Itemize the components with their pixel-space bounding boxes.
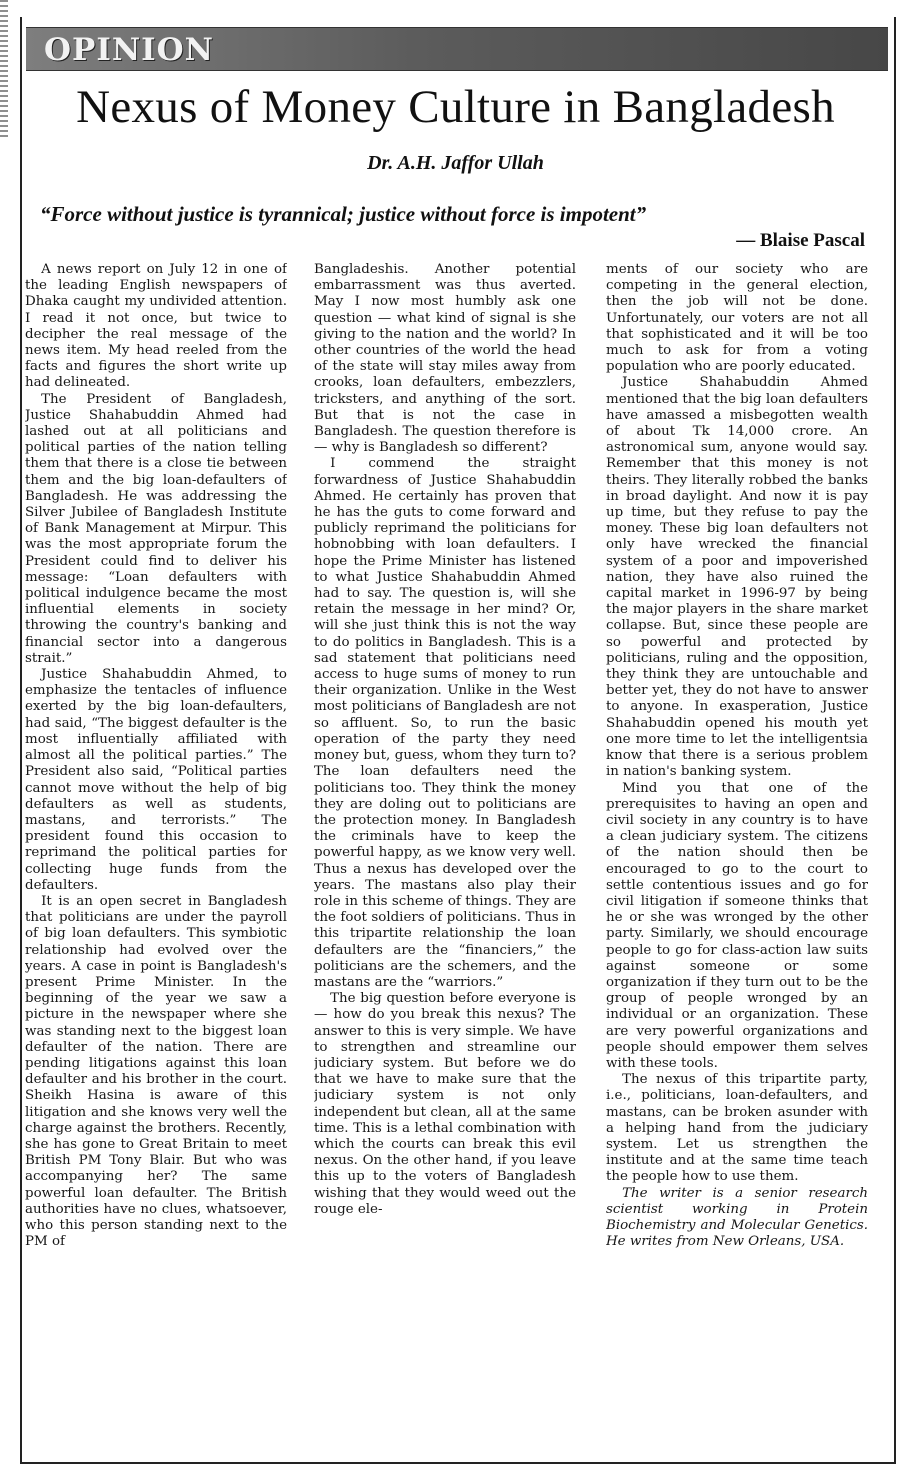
epigraph-attribution: — Blaise Pascal	[736, 230, 865, 251]
author-bio: The writer is a senior research scientist working in Protein Biochemistry and Molecular Genetics. He writes from New Orleans, USA.	[606, 1185, 868, 1250]
author-byline: Dr. A.H. Jaffor Ullah	[367, 152, 544, 174]
paragraph: Bangladeshis. Another potential embarrassment was thus averted. May I now most humbly ask one question — what kind of signal is she giving to the nation and the world? In other countries of the world the head of the state will stay miles away from crooks, loan defaulters, embezzlers, tricksters, and anything of the sort. But that is not the case in Bangladesh. The question therefore is — why is Bangladesh so different?	[314, 262, 576, 456]
paragraph: The nexus of this tripartite party, i.e., politicians, loan-defaulters, and mastans, can be broken asunder with a helping hand from the judiciary system. Let us strengthen the institute and at the same time teach the people how to use them.	[606, 1072, 868, 1185]
article-headline: Nexus of Money Culture in Bangladesh	[76, 81, 835, 133]
section-label: OPINION	[44, 32, 214, 68]
article-column-2	[314, 262, 576, 1458]
paragraph: I commend the straight forwardness of Justice Shahabuddin Ahmed. He certainly has proven that he has the guts to come forward and publicly reprimand the politicians for hobnobbing with loan defaulters. I hope the Prime Minister has listened to what Justice Shahabuddin Ahmed had to say. The question is, will she retain the message in her mind? Or, will she just think this is not the way to do politics in Bangladesh. This is a sad statement that politicians need access to huge sums of money to run their organization. Unlike in the West most politicians of Bangladesh are not so affluent. So, to run the basic operation of the party they need money but, guess, whom they turn to? The loan defaulters need the politicians too. They think the money they are doling out to politicians are the protection money. In Bangladesh the criminals have to keep the powerful happy, as we know very well. Thus a nexus has developed over the years. The mastans also play their role in this scheme of things. They are the foot soldiers of politicians. Thus in this tripartite relationship the loan defaulters are the “financiers,” the politicians are the schemers, and the mastans are the “warriors.”	[314, 456, 576, 990]
paragraph: Justice Shahabuddin Ahmed, to emphasize the tentacles of influence exerted by the big loan-defaulters, had said, “The biggest defaulter is the most influentially affiliated with almost all the political parties.” The President also said, “Political parties cannot move without the help of big defaulters as well as students, mastans, and terrorists.” The president found this occasion to reprimand the political parties for collecting huge funds from the defaulters.	[25, 667, 287, 893]
paragraph: Mind you that one of the prerequisites to having an open and civil society in any country is to have a clean judiciary system. The citizens of the nation should then be encouraged to go to the court to settle contentious issues and go for civil litigation if someone thinks that he or she was wronged by the other party. Similarly, we should encourage people to go for class-action law suits against someone or some organization if they turn out to be the group of people wronged by an individual or an organization. These are very powerful organizations and people should empower them selves with these tools.	[606, 780, 868, 1071]
paragraph: The President of Bangladesh, Justice Shahabuddin Ahmed had lashed out at all politicians and political parties of the nation telling them that there is a close tie between them and the big loan-defaulters of Bangladesh. He was addressing the Silver Jubilee of Bangladesh Institute of Bank Management at Mirpur. This was the most appropriate forum the President could find to deliver his message: “Loan defaulters with political indulgence became the most influential elements in society throwing the country's banking and financial sector into a dangerous strait.”	[25, 391, 287, 666]
paragraph: It is an open secret in Bangladesh that politicians are under the payroll of big loan defaulters. This symbiotic relationship had evolved over the years. A case in point is Bangladesh's present Prime Minister. In the beginning of the year we saw a picture in the newspaper where she was standing next to the biggest loan defaulter of the nation. There are pending litigations against this loan defaulter and his brother in the court. Sheikh Hasina is aware of this litigation and she knows very well the charge against the brothers. Recently, she has gone to Great Britain to meet British PM Tony Blair. But who was accompanying her? The same powerful loan defaulter. The British authorities have no clues, whatsoever, who this person standing next to the PM of	[25, 893, 287, 1250]
paragraph: ments of our society who are competing in the general election, then the job will not be done. Unfortunately, our voters are not all that sophisticated and it will be too much to ask for from a voting population who are poorly educated.	[606, 262, 868, 375]
article-column-3	[606, 262, 868, 1458]
paragraph: A news report on July 12 in one of the leading English newspapers of Dhaka caught my undivided attention. I read it not once, but twice to decipher the real message of the news item. My head reeled from the facts and figures the short write up had delineated.	[25, 262, 287, 391]
paragraph: Justice Shahabuddin Ahmed mentioned that the big loan defaulters have amassed a misbegotten wealth of about Tk 14,000 crore. An astronomical sum, anyone would say. Remember that this money is not theirs. They literally robbed the banks in broad daylight. And now it is pay up time, but they refuse to pay the money. These big loan defaulters not only have wrecked the financial system of a poor and impoverished nation, they have also ruined the capital market in 1996-97 by being the major players in the share market collapse. But, since these people are so powerful and protected by politicians, ruling and the opposition, they think they are untouchable and better yet, they do not have to answer to anyone. In exasperation, Justice Shahabuddin opened his mouth yet one more time to let the intelligentsia know that there is a serious problem in nation's banking system.	[606, 375, 868, 780]
article-column-1	[25, 262, 287, 1458]
paragraph: The big question before everyone is — how do you break this nexus? The answer to this is very simple. We have to strengthen and streamline our judiciary system. But before we do that we have to make sure that the judiciary system is not only independent but clean, all at the same time. This is a lethal combination with which the courts can break this evil nexus. On the other hand, if you leave this up to the voters of Bangladesh wishing that they would weed out the rouge ele-	[314, 991, 576, 1217]
epigraph-quote: “Force without justice is tyrannical; justice without force is impotent”	[40, 202, 647, 226]
